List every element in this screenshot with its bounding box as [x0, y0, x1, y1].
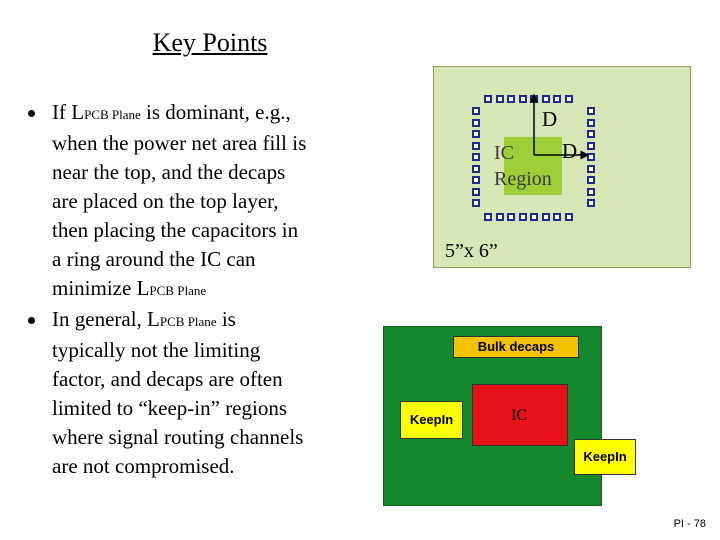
bullet-dot — [28, 110, 35, 117]
bullet-line: limited to “keep-in” regions — [52, 396, 288, 420]
ic-region — [472, 384, 568, 446]
bullet-line: In general, LPCB Plane is — [52, 307, 236, 331]
bulk-decaps-region: Bulk decaps — [453, 336, 579, 358]
bullet-line: a ring around the IC can — [52, 247, 256, 271]
bullet-line: factor, and decaps are often — [52, 367, 283, 391]
bullet-line: when the power net area fill is — [52, 131, 307, 155]
ic-label: IC — [494, 142, 514, 164]
placement-diagram-board — [383, 326, 627, 506]
bullet-line: near the top, and the decaps — [52, 160, 286, 184]
bullet-line: are placed on the top layer, — [52, 189, 279, 213]
bullet-line: If LPCB Plane is dominant, e.g., — [52, 100, 291, 124]
bullet-list — [28, 98, 358, 481]
bullet-line: then placing the capacitors in — [52, 218, 299, 242]
slide-title: Key Points — [152, 28, 268, 57]
bullet-dot — [28, 317, 35, 324]
bullet-line: typically not the limiting — [52, 338, 261, 362]
subscript: PCB Plane — [159, 314, 217, 329]
ring-diagram-board — [433, 66, 691, 268]
bullet-1 — [28, 98, 358, 305]
page-number: PI - 78 — [673, 518, 706, 530]
subscript: PCB Plane — [84, 107, 141, 122]
subscript: PCB Plane — [149, 283, 207, 298]
board-size-label: 5”x 6” — [445, 240, 498, 262]
distance-label-top: D — [542, 107, 558, 131]
distance-arrows — [434, 67, 690, 267]
region-label: Region — [494, 168, 552, 190]
distance-label-right: D — [562, 139, 578, 163]
bullet-line: minimize LPCB Plane — [52, 276, 207, 300]
keepin-region-left: KeepIn — [400, 401, 463, 439]
ic-region-label: IC — [511, 407, 527, 424]
bullet-line: are not compromised. — [52, 454, 235, 478]
bullet-2 — [28, 305, 358, 481]
keepin-region-right: KeepIn — [574, 439, 636, 475]
bullet-line: where signal routing channels — [52, 425, 304, 449]
